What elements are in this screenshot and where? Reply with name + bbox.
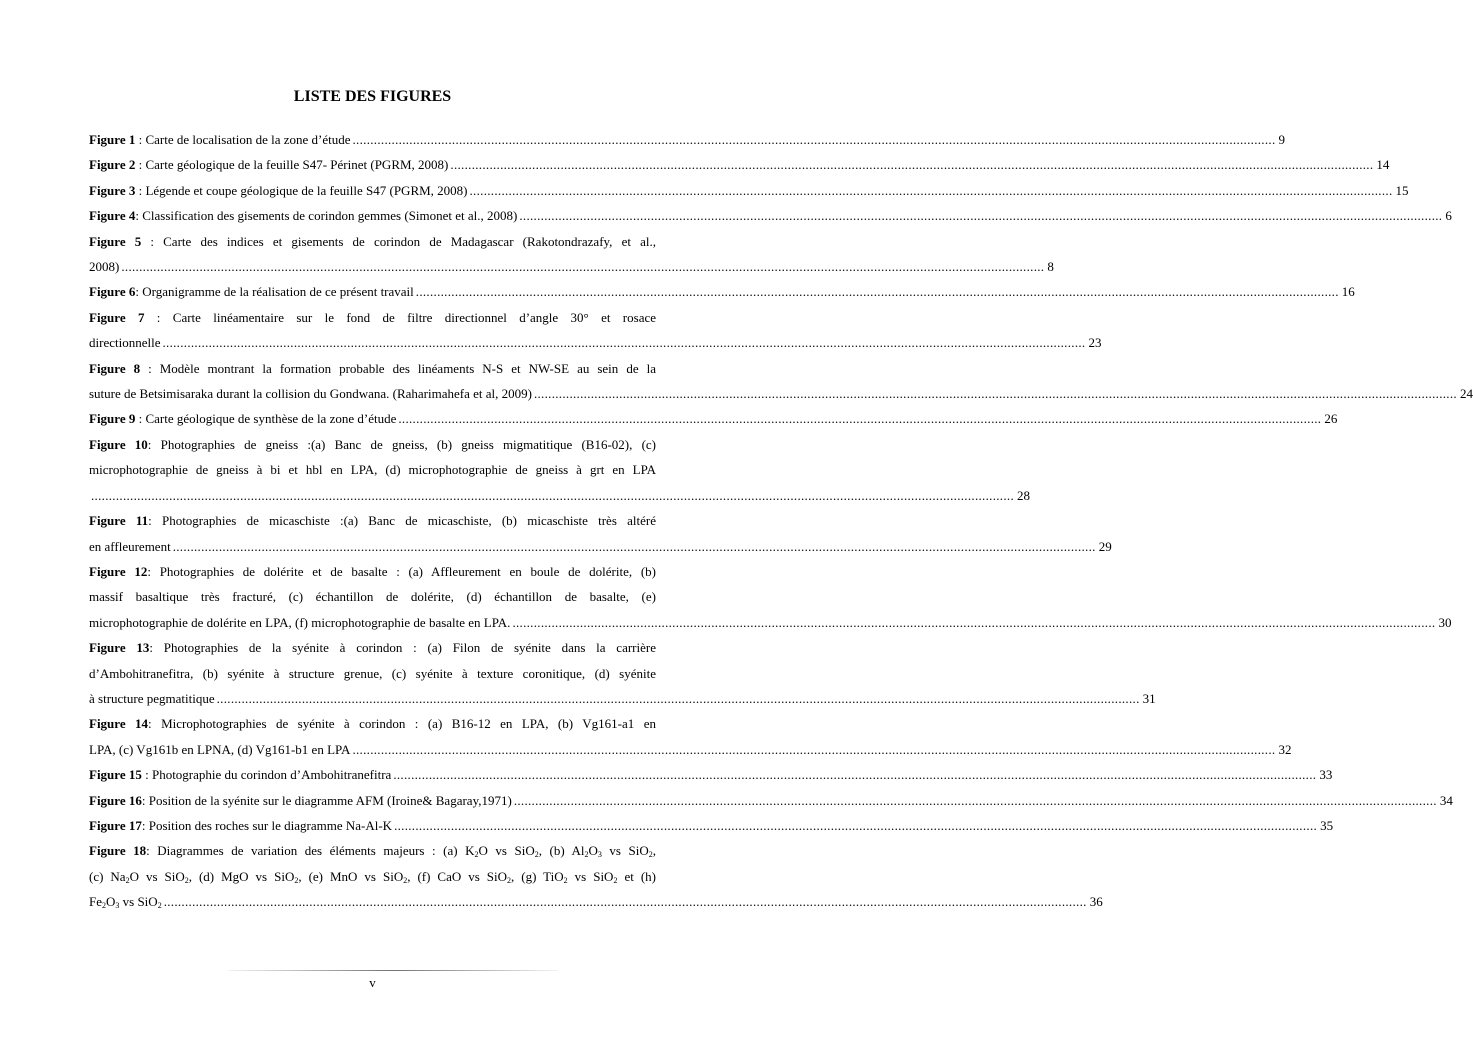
figure-caption-text: Carte de localisation de la zone d’étude: [145, 132, 351, 147]
figure-label-separator: :: [148, 716, 162, 732]
figure-entry: [89, 152, 1390, 177]
figure-page-number: 34: [1439, 792, 1453, 808]
figure-caption-end: [89, 406, 396, 431]
figure-caption-end: [89, 610, 510, 635]
figure-page-number: 36: [1089, 894, 1103, 910]
figure-caption-last-line: [89, 737, 1292, 762]
figure-caption-end: [89, 762, 391, 787]
leader-dots: ....................................................................................................................................................................................................................................................................: [513, 792, 1437, 808]
figure-page-number: 9: [1278, 132, 1285, 147]
figure-caption-text: Photographie du corindon d’Ambohitranefitra: [151, 767, 392, 783]
figure-caption-end: [89, 534, 171, 559]
figure-caption-text: Carte linéamentaire sur le fond de filtre directionnel d’angle 30° et rosace: [172, 309, 657, 325]
figure-label-separator: :: [135, 284, 143, 300]
figure-caption-text: d’Ambohitranefitra, (b) syénite à structure grenue, (c) syénite à texture coronitique, (d) syénite: [89, 665, 656, 681]
leader-dots: ....................................................................................................................................................................................................................................................................: [91, 487, 1014, 503]
figure-label-separator: :: [147, 436, 161, 452]
figure-caption-text: Carte des indices et gisements de corindon de Madagascar (Rakotondrazafy, et al.,: [163, 233, 656, 249]
figure-page-number: 30: [1438, 614, 1452, 630]
leader-dots: ....................................................................................................................................................................................................................................................................: [352, 132, 1276, 147]
figure-label: Figure 16: [89, 792, 142, 808]
figure-page-number: 24: [1459, 386, 1473, 402]
figure-caption-line: [89, 711, 656, 736]
figure-caption-line: [89, 457, 656, 482]
figure-caption-text: Organigramme de la réalisation de ce présent travail: [142, 284, 414, 300]
figure-caption-text: à structure pegmatitique: [89, 690, 215, 706]
figure-label-separator: :: [135, 208, 143, 224]
figure-label-separator: :: [135, 132, 146, 147]
figure-caption-end: [89, 330, 160, 355]
figure-caption-last-line: [89, 889, 1103, 914]
figure-caption-line: [89, 864, 656, 889]
figure-caption-text: 2008): [89, 259, 120, 275]
figure-caption-end: [89, 381, 532, 406]
figure-page-number: 33: [1319, 767, 1333, 783]
figure-entry: [89, 229, 1054, 280]
leader-dots: ....................................................................................................................................................................................................................................................................: [172, 538, 1096, 554]
leader-dots: ....................................................................................................................................................................................................................................................................: [394, 817, 1318, 833]
figure-caption-last-line: [89, 406, 1338, 431]
figure-list: [89, 127, 1473, 915]
figure-entry: [89, 711, 1292, 762]
figure-label-separator: :: [135, 411, 146, 427]
leader-dots: ....................................................................................................................................................................................................................................................................: [512, 614, 1436, 630]
figure-caption-last-line: [89, 127, 1285, 152]
figure-caption-end: [89, 813, 392, 838]
figure-page-number: 35: [1320, 817, 1334, 833]
figure-caption-text: directionnelle: [89, 335, 161, 351]
figure-entry: [89, 279, 1355, 304]
figure-caption-text: Carte géologique de la feuille S47- Périnet (PGRM, 2008): [145, 157, 449, 173]
leader-dots: ....................................................................................................................................................................................................................................................................: [450, 157, 1374, 173]
figure-caption-text: (c) $Na_2O$ vs SiO$_2$, (d) MgO vs SiO$_2$, (e) MnO vs SiO$_2$, (f) CaO vs SiO$_2$, (g) TiO$_2$ vs SiO$_2$ et (h): [89, 868, 656, 885]
figure-caption-text: Légende et coupe géologique de la feuille S47 (PGRM, 2008): [145, 182, 468, 198]
leader-dots: ....................................................................................................................................................................................................................................................................: [519, 208, 1443, 224]
footer-divider: [228, 970, 558, 971]
figure-label: Figure 18: [89, 843, 147, 859]
figure-caption-line: [89, 559, 656, 584]
figure-entry: [89, 178, 1409, 203]
leader-dots: ....................................................................................................................................................................................................................................................................: [469, 182, 1393, 198]
figure-caption-line: [89, 305, 656, 330]
figure-caption-text: Photographies de micaschiste :(a) Banc de micaschiste, (b) micaschiste très altéré: [161, 513, 656, 529]
figure-caption-text: Photographies de la syénite à corindon : (a) Filon de syénite dans la carrière: [163, 640, 656, 656]
figure-entry: [89, 127, 1285, 152]
figure-label-separator: :: [147, 563, 160, 579]
figure-caption-text: Diagrammes de variation des éléments majeurs : (a) $K_2O$ vs SiO$_2$, (b) $Al_2O_3$ vs SiO$_2$,: [157, 843, 656, 860]
figure-label: Figure 9: [89, 411, 136, 427]
figure-caption-text: Photographies de gneiss :(a) Banc de gneiss, (b) gneiss migmatitique (B16-02), (c): [160, 436, 656, 452]
figure-caption-text: massif basaltique très fracturé, (c) échantillon de dolérite, (d) échantillon de basalte, (e): [89, 589, 656, 605]
page-number: v: [369, 975, 376, 990]
figure-caption-text: suture de Betsimisaraka durant la collision du Gondwana. (Raharimahefa et al, 2009): [89, 386, 532, 402]
figure-label: Figure 14: [89, 716, 149, 732]
figure-label: Figure 5: [89, 233, 142, 249]
figure-caption-last-line: [89, 686, 1156, 711]
figure-label: Figure 13: [89, 640, 150, 656]
figure-page-number: 14: [1376, 157, 1390, 173]
figure-caption-last-line: [89, 762, 1333, 787]
figure-entry: [89, 788, 1453, 813]
figure-entry: [89, 838, 1103, 914]
figure-caption-end: [89, 203, 517, 228]
leader-dots: ....................................................................................................................................................................................................................................................................: [216, 690, 1140, 706]
figure-label: Figure 6: [89, 284, 136, 300]
figure-label-separator: :: [144, 309, 173, 325]
figure-caption-line: [89, 584, 656, 609]
figure-label: Figure 4: [89, 208, 136, 224]
figure-label: Figure 8: [89, 360, 141, 376]
figure-caption-last-line: [89, 483, 1030, 508]
figure-label-separator: :: [141, 817, 149, 833]
leader-dots: ....................................................................................................................................................................................................................................................................: [163, 894, 1087, 910]
figure-entry: [89, 406, 1338, 431]
figure-label-separator: :: [135, 182, 146, 198]
leader-dots: ....................................................................................................................................................................................................................................................................: [398, 411, 1322, 427]
figure-caption-last-line: [89, 330, 1102, 355]
figure-label-separator: :: [141, 792, 149, 808]
figure-label-separator: :: [149, 640, 164, 656]
figure-caption-text: LPA, (c) Vg161b en LPNA, (d) Vg161-b1 en LPA: [89, 741, 351, 757]
figure-label: Figure 10: [89, 436, 148, 452]
figure-page-number: 16: [1341, 284, 1355, 300]
figure-page-number: 8: [1047, 259, 1054, 275]
figure-caption-last-line: [89, 610, 1452, 635]
figure-label: Figure 1: [89, 132, 136, 147]
figure-caption-text: $Fe_2O_3$ vs SiO$_2$: [89, 894, 162, 911]
figure-label: Figure 15: [89, 767, 142, 783]
figure-page-number: 26: [1324, 411, 1338, 427]
figure-page-number: 32: [1278, 741, 1292, 757]
figure-caption-last-line: [89, 152, 1390, 177]
figure-page-number: 29: [1098, 538, 1112, 554]
figure-page-number: 15: [1395, 182, 1409, 198]
leader-dots: ....................................................................................................................................................................................................................................................................: [162, 335, 1086, 351]
leader-dots: ....................................................................................................................................................................................................................................................................: [393, 767, 1317, 783]
figure-entry: [89, 813, 1334, 838]
figure-label: Figure 2: [89, 157, 136, 173]
figure-caption-text: Photographies de dolérite et de basalte : (a) Affleurement en boule de dolérite, (b): [159, 563, 656, 579]
figure-caption-text: Carte géologique de synthèse de la zone d’étude: [145, 411, 397, 427]
figure-caption-text: Position des roches sur le diagramme Na-Al-K: [148, 817, 393, 833]
figure-caption-line: [89, 838, 656, 863]
figure-label-separator: :: [141, 767, 152, 783]
figure-label-separator: :: [146, 843, 158, 859]
figure-caption-end: [89, 254, 119, 279]
figure-entry: [89, 203, 1452, 228]
figure-entry: [89, 762, 1333, 787]
figure-caption-last-line: [89, 254, 1054, 279]
figure-label: Figure 12: [89, 563, 148, 579]
figure-caption-text: Modèle montrant la formation probable des linéaments N-S et NW-SE au sein de la: [159, 360, 656, 376]
figure-entry: [89, 635, 1156, 711]
figure-label-separator: :: [141, 233, 164, 249]
figure-caption-end: [89, 279, 414, 304]
figure-entry: [89, 305, 1102, 356]
figure-label: Figure 3: [89, 182, 136, 198]
figure-page-number: 23: [1088, 335, 1102, 351]
figure-caption-last-line: [89, 178, 1409, 203]
figure-caption-end: [89, 686, 215, 711]
page-title: LISTE DES FIGURES: [293, 88, 452, 105]
figure-caption-last-line: [89, 381, 1473, 406]
figure-caption-text: Microphotographies de syénite à corindon : (a) B16-12 en LPA, (b) Vg161-a1 en: [161, 716, 656, 732]
figure-caption-last-line: [89, 788, 1453, 813]
figure-caption-line: [89, 356, 656, 381]
figure-caption-text: microphotographie de gneiss à bi et hbl en LPA, (d) microphotographie de gneiss à grt en LPA: [89, 462, 656, 478]
figure-caption-end: [89, 127, 351, 152]
leader-dots: ....................................................................................................................................................................................................................................................................: [352, 741, 1276, 757]
leader-dots: ....................................................................................................................................................................................................................................................................: [533, 386, 1457, 402]
leader-dots: ....................................................................................................................................................................................................................................................................: [121, 259, 1045, 275]
figure-entry: [89, 356, 1473, 407]
figure-caption-text: Position de la syénite sur le diagramme AFM (Iroine& Bagaray,1971): [148, 792, 512, 808]
figure-caption-line: [89, 508, 656, 533]
figure-page-number: 6: [1445, 208, 1452, 224]
figure-label: Figure 17: [89, 817, 142, 833]
figure-page-number: 31: [1142, 690, 1156, 706]
figure-caption-end: [89, 737, 350, 762]
figure-label-separator: :: [148, 513, 162, 529]
figure-caption-last-line: [89, 279, 1355, 304]
figure-caption-text: en affleurement: [89, 538, 171, 554]
figure-entry: [89, 508, 1112, 559]
figure-caption-last-line: [89, 534, 1112, 559]
figure-caption-last-line: [89, 203, 1452, 228]
figure-caption-last-line: [89, 813, 1334, 838]
figure-page-number: 28: [1017, 487, 1030, 503]
figure-caption-line: [89, 432, 656, 457]
figure-entry: [89, 432, 1030, 508]
figure-caption-text: Classification des gisements de corindon gemmes (Simonet et al., 2008): [142, 208, 518, 224]
figure-caption-line: [89, 635, 656, 660]
figure-label: Figure 11: [89, 513, 149, 529]
figure-entry: [89, 559, 1452, 635]
figure-caption-end: [89, 178, 468, 203]
figure-caption-end: [89, 788, 512, 813]
figure-label-separator: :: [140, 360, 160, 376]
figure-label: Figure 7: [89, 309, 145, 325]
figure-caption-line: [89, 229, 656, 254]
figure-caption-line: [89, 661, 656, 686]
figure-label-separator: :: [135, 157, 146, 173]
leader-dots: ....................................................................................................................................................................................................................................................................: [415, 284, 1339, 300]
figure-caption-text: microphotographie de dolérite en LPA, (f) microphotographie de basalte en LPA.: [89, 614, 511, 630]
figure-caption-end: [89, 152, 448, 177]
figure-caption-end: [89, 889, 162, 914]
